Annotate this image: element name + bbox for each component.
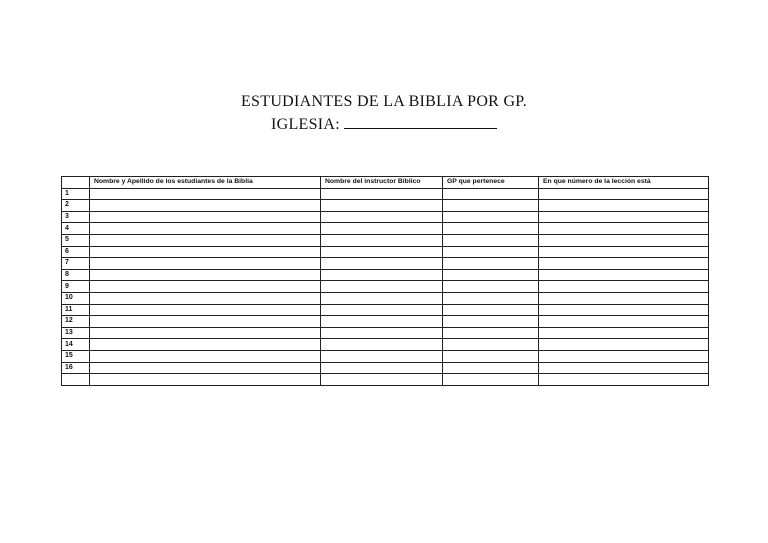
student-name-cell[interactable] [90, 188, 321, 200]
lesson-cell[interactable] [539, 374, 709, 386]
header-gp: GP que pertenece [443, 177, 539, 189]
lesson-cell[interactable] [539, 223, 709, 235]
gp-cell[interactable] [443, 339, 539, 351]
row-number-cell: 14 [62, 339, 90, 351]
row-number-cell: 4 [62, 223, 90, 235]
row-number-cell [62, 374, 90, 386]
gp-cell[interactable] [443, 292, 539, 304]
lesson-cell[interactable] [539, 234, 709, 246]
instructor-name-cell[interactable] [321, 362, 443, 374]
student-name-cell[interactable] [90, 211, 321, 223]
row-number-cell: 10 [62, 292, 90, 304]
lesson-cell[interactable] [539, 339, 709, 351]
instructor-name-cell[interactable] [321, 374, 443, 386]
header-lesson-number: En que número de la lección está [539, 177, 709, 189]
table-row [62, 292, 709, 304]
table-row [62, 304, 709, 316]
instructor-name-cell[interactable] [321, 281, 443, 293]
lesson-cell[interactable] [539, 304, 709, 316]
row-number-cell: 1 [62, 188, 90, 200]
lesson-cell[interactable] [539, 246, 709, 258]
table-row [62, 223, 709, 235]
gp-cell[interactable] [443, 281, 539, 293]
instructor-name-cell[interactable] [321, 258, 443, 270]
student-name-cell[interactable] [90, 362, 321, 374]
header-number [62, 177, 90, 189]
gp-cell[interactable] [443, 304, 539, 316]
gp-cell[interactable] [443, 350, 539, 362]
student-name-cell[interactable] [90, 234, 321, 246]
header-instructor-name: Nombre del instructor Bíblico [321, 177, 443, 189]
student-name-cell[interactable] [90, 339, 321, 351]
table-row [62, 246, 709, 258]
row-number-cell: 5 [62, 234, 90, 246]
lesson-cell[interactable] [539, 281, 709, 293]
instructor-name-cell[interactable] [321, 350, 443, 362]
student-name-cell[interactable] [90, 292, 321, 304]
gp-cell[interactable] [443, 200, 539, 212]
row-number-cell: 12 [62, 316, 90, 328]
gp-cell[interactable] [443, 362, 539, 374]
student-name-cell[interactable] [90, 327, 321, 339]
gp-cell[interactable] [443, 316, 539, 328]
gp-cell[interactable] [443, 258, 539, 270]
instructor-name-cell[interactable] [321, 339, 443, 351]
header-student-name: Nombre y Apellido de los estudiantes de la Biblia [90, 177, 321, 189]
row-number-cell: 15 [62, 350, 90, 362]
instructor-name-cell[interactable] [321, 304, 443, 316]
church-blank-line [344, 115, 497, 129]
instructor-name-cell[interactable] [321, 316, 443, 328]
lesson-cell[interactable] [539, 316, 709, 328]
table-row [62, 269, 709, 281]
student-name-cell[interactable] [90, 316, 321, 328]
table-row [62, 281, 709, 293]
student-name-cell[interactable] [90, 374, 321, 386]
table-row [62, 327, 709, 339]
instructor-name-cell[interactable] [321, 188, 443, 200]
table-row [62, 316, 709, 328]
instructor-name-cell[interactable] [321, 234, 443, 246]
instructor-name-cell[interactable] [321, 269, 443, 281]
lesson-cell[interactable] [539, 292, 709, 304]
lesson-cell[interactable] [539, 200, 709, 212]
document-title: ESTUDIANTES DE LA BIBLIA POR GP. [240, 93, 528, 110]
table-row [62, 234, 709, 246]
table-row [62, 362, 709, 374]
gp-cell[interactable] [443, 374, 539, 386]
row-number-cell: 9 [62, 281, 90, 293]
instructor-name-cell[interactable] [321, 292, 443, 304]
gp-cell[interactable] [443, 223, 539, 235]
gp-cell[interactable] [443, 188, 539, 200]
lesson-cell[interactable] [539, 269, 709, 281]
church-label: IGLESIA: [270, 116, 341, 133]
row-number-cell: 6 [62, 246, 90, 258]
row-number-cell: 7 [62, 258, 90, 270]
table-row [62, 188, 709, 200]
student-name-cell[interactable] [90, 200, 321, 212]
lesson-cell[interactable] [539, 258, 709, 270]
row-number-cell: 16 [62, 362, 90, 374]
church-line [0, 115, 768, 134]
row-number-cell: 3 [62, 211, 90, 223]
student-name-cell[interactable] [90, 246, 321, 258]
instructor-name-cell[interactable] [321, 200, 443, 212]
student-name-cell[interactable] [90, 269, 321, 281]
student-name-cell[interactable] [90, 304, 321, 316]
students-table [61, 176, 709, 386]
table-row [62, 374, 709, 386]
instructor-name-cell[interactable] [321, 223, 443, 235]
lesson-cell[interactable] [539, 188, 709, 200]
student-name-cell[interactable] [90, 223, 321, 235]
row-number-cell: 13 [62, 327, 90, 339]
student-name-cell[interactable] [90, 258, 321, 270]
table-header-row [62, 177, 709, 189]
instructor-name-cell[interactable] [321, 327, 443, 339]
row-number-cell: 11 [62, 304, 90, 316]
gp-cell[interactable] [443, 211, 539, 223]
instructor-name-cell[interactable] [321, 246, 443, 258]
gp-cell[interactable] [443, 234, 539, 246]
gp-cell[interactable] [443, 327, 539, 339]
table-row [62, 339, 709, 351]
student-name-cell[interactable] [90, 281, 321, 293]
table-row [62, 200, 709, 212]
lesson-cell[interactable] [539, 362, 709, 374]
student-name-cell[interactable] [90, 350, 321, 362]
table-row [62, 211, 709, 223]
table-row [62, 350, 709, 362]
row-number-cell: 2 [62, 200, 90, 212]
lesson-cell[interactable] [539, 350, 709, 362]
lesson-cell[interactable] [539, 211, 709, 223]
instructor-name-cell[interactable] [321, 211, 443, 223]
lesson-cell[interactable] [539, 327, 709, 339]
gp-cell[interactable] [443, 269, 539, 281]
gp-cell[interactable] [443, 246, 539, 258]
row-number-cell: 8 [62, 269, 90, 281]
table-row [62, 258, 709, 270]
